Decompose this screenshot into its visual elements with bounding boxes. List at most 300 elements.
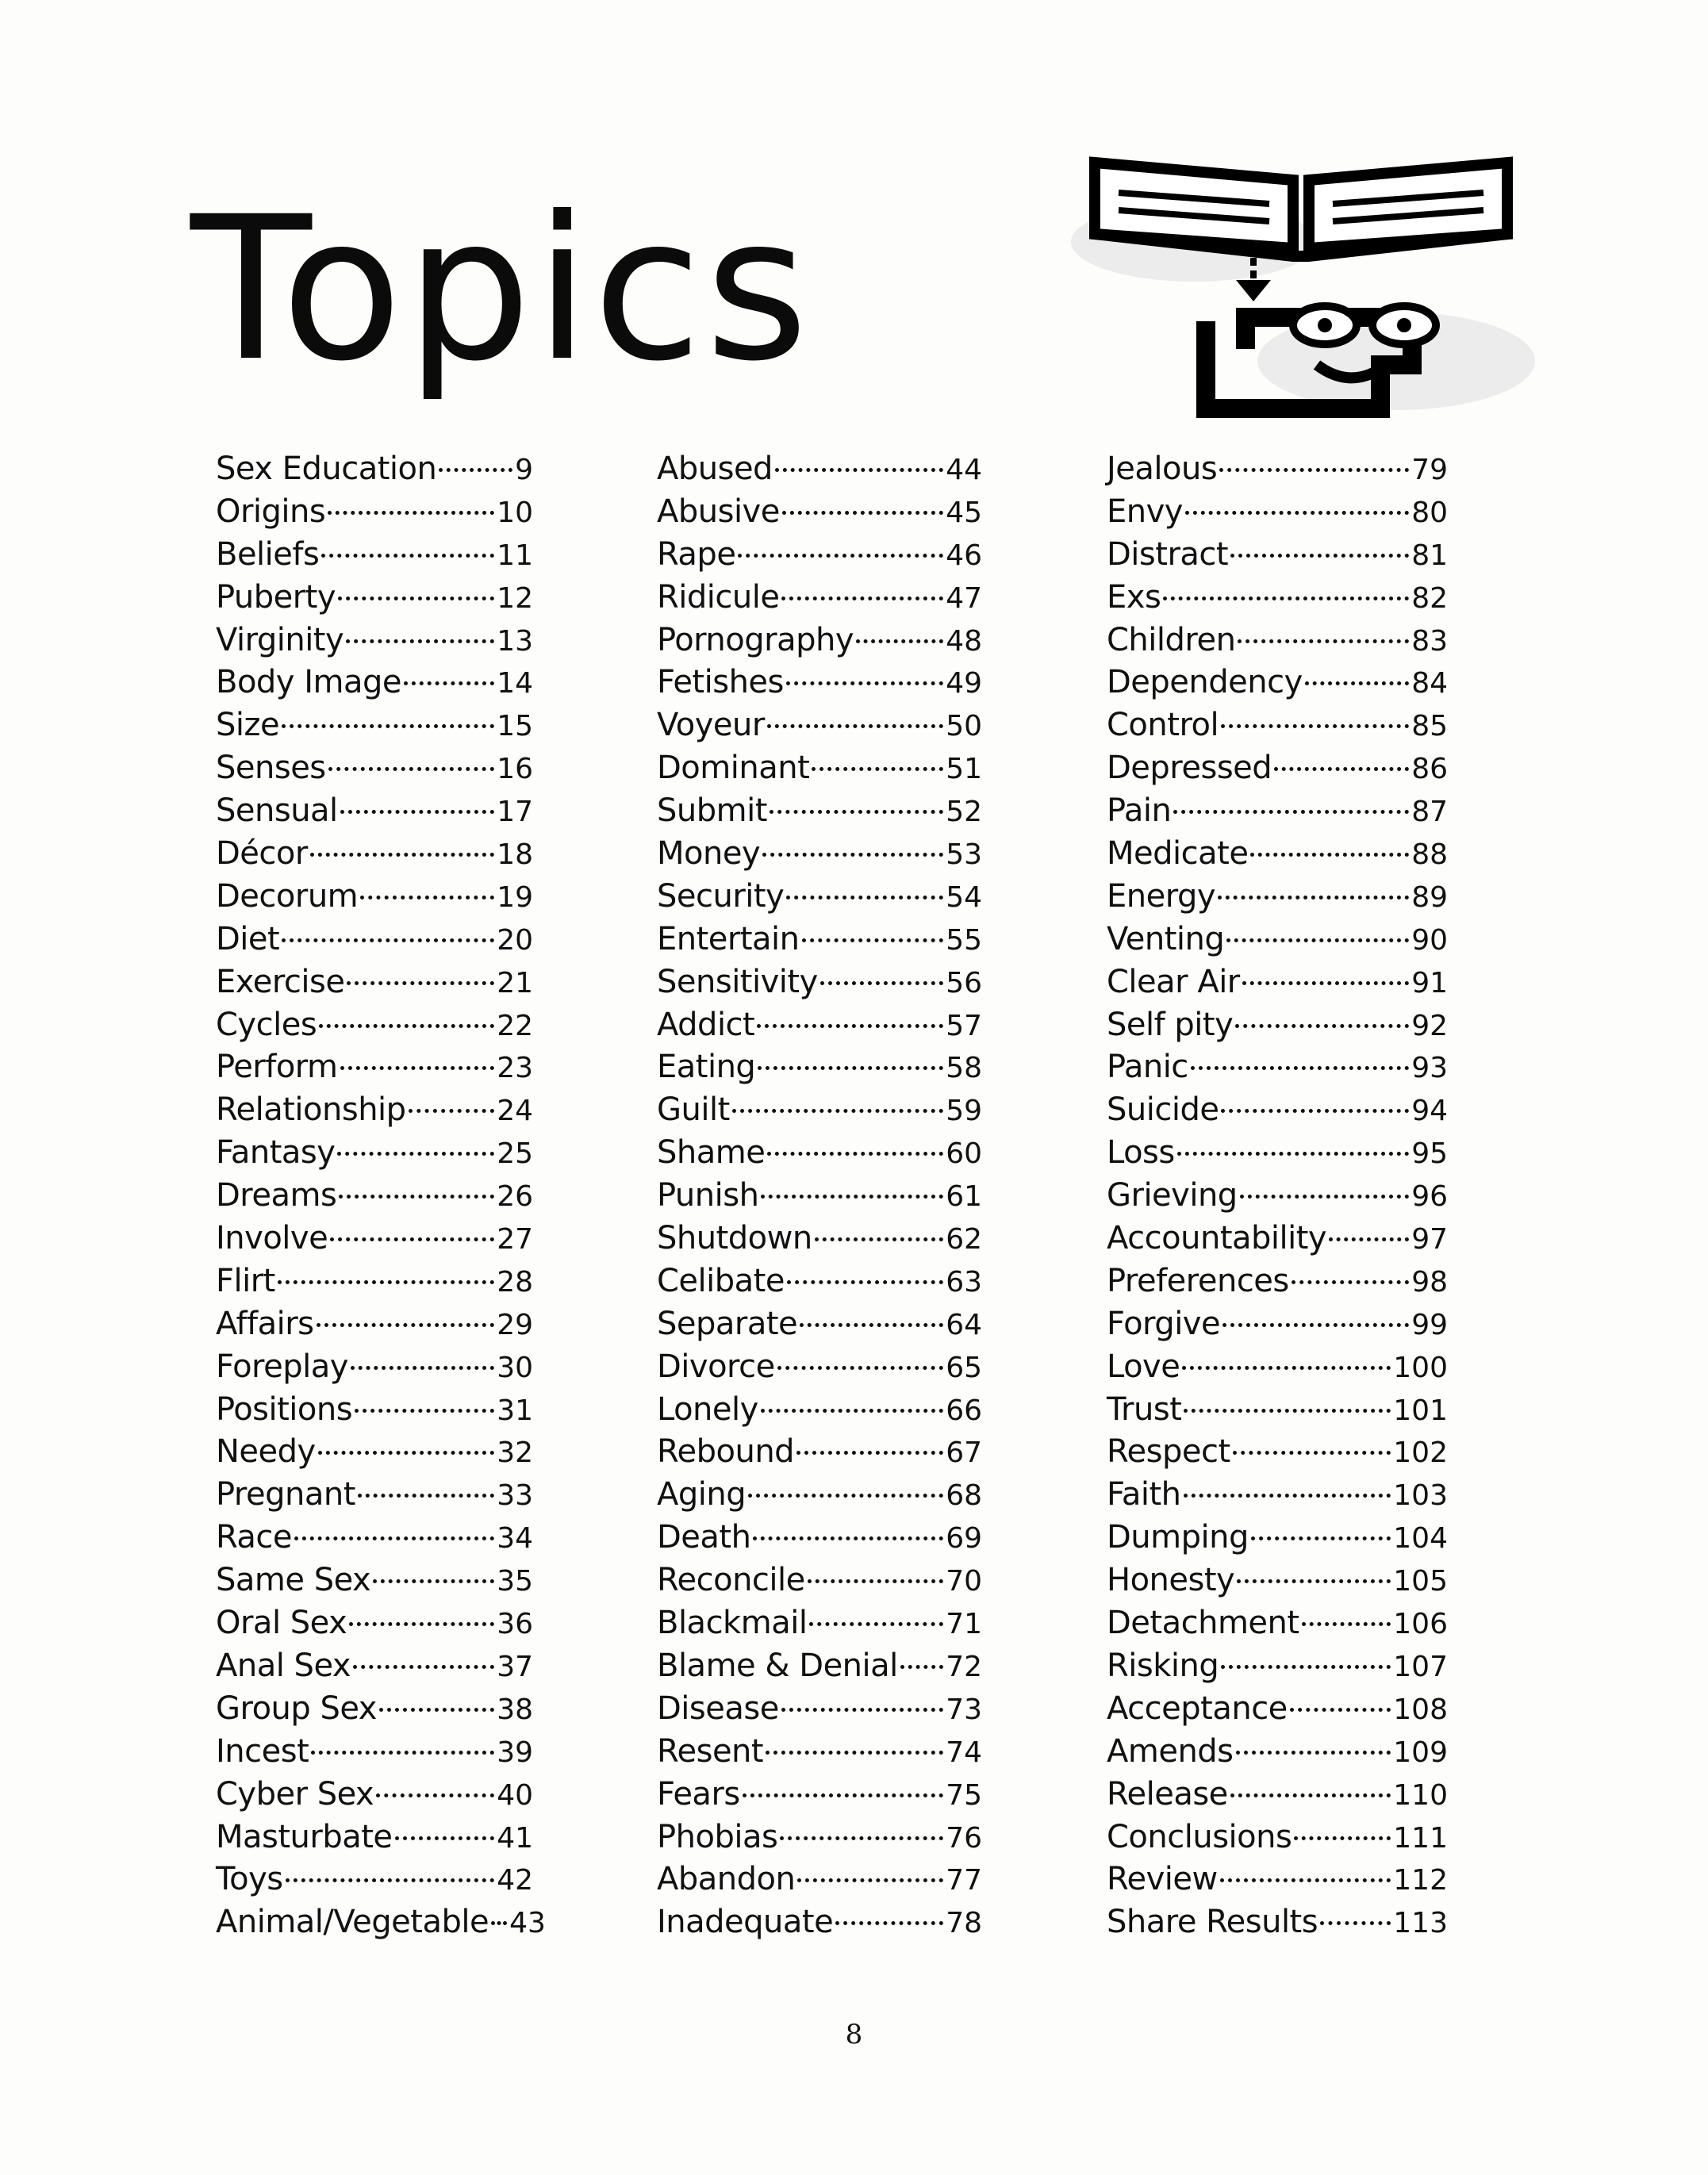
topic-label: Amends: [1107, 1732, 1234, 1770]
topic-label: Money: [657, 835, 761, 873]
dot-leader: [796, 1451, 943, 1455]
topic-entry: [1107, 1904, 1448, 1947]
dot-leader: [395, 1836, 495, 1840]
topic-entry: [657, 1733, 982, 1776]
topic-page-number: 66: [946, 1394, 982, 1427]
dot-leader: [1226, 938, 1409, 942]
topic-page-number: 23: [497, 1052, 533, 1085]
topic-page-number: 54: [946, 880, 982, 914]
topic-entry: [216, 493, 533, 536]
topic-page-number: 83: [1411, 624, 1448, 658]
topic-label: Detachment: [1107, 1605, 1299, 1642]
topic-label: Dreams: [216, 1177, 337, 1214]
topic-label: Resent: [657, 1732, 764, 1770]
dot-leader: [1290, 1708, 1391, 1712]
topic-label: Entertain: [657, 920, 800, 957]
topic-entry: [1107, 1049, 1448, 1091]
topic-page-number: 35: [497, 1565, 533, 1598]
dot-leader: [820, 981, 943, 985]
topic-label: Release: [1107, 1775, 1228, 1812]
topic-page-number: 85: [1411, 710, 1448, 743]
topic-page-number: 59: [946, 1095, 982, 1128]
topic-page-number: 110: [1393, 1778, 1448, 1812]
topic-entry: [657, 1220, 982, 1263]
topic-entry: [657, 579, 982, 622]
topic-label: Envy: [1107, 493, 1183, 530]
dot-leader: [812, 767, 943, 771]
topic-label: Risking: [1107, 1647, 1219, 1684]
topic-entry: [1107, 1690, 1448, 1733]
topic-entry: [1107, 1861, 1448, 1904]
topic-page-number: 69: [946, 1522, 982, 1555]
topic-page-number: 40: [497, 1778, 533, 1812]
topic-entry: [1107, 1519, 1448, 1562]
topic-page-number: 82: [1411, 581, 1448, 615]
dot-leader: [1237, 1579, 1391, 1583]
topic-page-number: 67: [946, 1437, 982, 1470]
topic-label: Rape: [657, 535, 736, 573]
topic-entry: [1107, 1134, 1448, 1177]
topic-page-number: 19: [497, 880, 533, 914]
dot-leader: [294, 1536, 494, 1540]
dot-leader: [360, 896, 494, 900]
dot-leader: [404, 681, 494, 685]
topic-entry: [216, 1134, 533, 1177]
topic-entry: [216, 1091, 533, 1134]
topic-entry: [1107, 835, 1448, 878]
topic-entry: [1107, 493, 1448, 536]
topic-entry: [1107, 750, 1448, 792]
dot-leader: [835, 1921, 943, 1925]
topic-page-number: 24: [497, 1095, 533, 1128]
topic-entry: [216, 1049, 533, 1091]
dot-leader: [1250, 853, 1409, 857]
dot-leader: [797, 1878, 943, 1882]
topic-entry: [216, 1733, 533, 1776]
dot-leader: [1230, 1793, 1391, 1797]
topic-page-number: 27: [497, 1223, 533, 1256]
dot-leader: [355, 1409, 494, 1413]
topic-page-number: 111: [1393, 1821, 1448, 1855]
dot-leader: [1329, 1237, 1409, 1241]
topic-entry: [1107, 1263, 1448, 1306]
dot-leader: [809, 1622, 943, 1626]
dot-leader: [781, 1708, 943, 1712]
topic-label: Review: [1107, 1861, 1218, 1898]
dot-leader: [328, 767, 495, 771]
topic-page-number: 96: [1411, 1180, 1448, 1214]
dot-leader: [1218, 896, 1409, 900]
dot-leader: [1292, 1280, 1409, 1284]
topic-page-number: 58: [946, 1052, 982, 1085]
dot-leader: [338, 596, 494, 600]
topic-label: Décor: [216, 835, 308, 873]
topic-label: Virginity: [216, 621, 344, 658]
topic-page-number: 11: [497, 539, 533, 572]
topics-column-2: [657, 451, 982, 1947]
topic-entry: [216, 1861, 533, 1904]
topic-entry: [1107, 792, 1448, 835]
topic-page-number: 71: [946, 1608, 982, 1641]
topic-entry: [216, 579, 533, 622]
dot-leader: [317, 1323, 495, 1327]
topic-label: Trust: [1107, 1391, 1182, 1428]
topic-page-number: 15: [497, 710, 533, 743]
topic-label: Senses: [216, 750, 326, 787]
topic-page-number: 63: [946, 1265, 982, 1298]
dot-leader: [439, 468, 512, 472]
topic-entry: [1107, 964, 1448, 1007]
dot-leader: [780, 1836, 943, 1840]
topic-label: Size: [216, 707, 280, 744]
dot-leader: [282, 938, 494, 942]
topic-entry: [657, 1648, 982, 1690]
topic-page-number: 100: [1393, 1351, 1448, 1384]
page-number: 8: [845, 2019, 863, 2050]
topic-label: Toys: [216, 1861, 283, 1898]
topic-page-number: 70: [946, 1565, 982, 1598]
dot-leader: [311, 1751, 494, 1755]
topic-entry: [216, 622, 533, 665]
topic-entry: [657, 493, 982, 536]
topic-page-number: 50: [946, 710, 982, 743]
topic-entry: [216, 1562, 533, 1605]
topic-label: Dumping: [1107, 1519, 1249, 1556]
topics-column-1: [216, 451, 546, 1947]
topic-entry: [1107, 622, 1448, 665]
topic-entry: [1107, 1733, 1448, 1776]
topic-label: Security: [657, 877, 785, 915]
topic-entry: [216, 1007, 533, 1049]
topic-page-number: 16: [497, 753, 533, 786]
dot-leader: [321, 554, 494, 558]
dot-leader: [1230, 554, 1409, 558]
topic-page-number: 78: [946, 1907, 982, 1940]
dot-leader: [1221, 724, 1409, 728]
topic-entry: [657, 1134, 982, 1177]
topic-label: Sex Education: [216, 451, 437, 487]
dot-leader: [732, 1109, 943, 1113]
topic-entry: [216, 1263, 533, 1306]
topic-page-number: 105: [1393, 1565, 1448, 1598]
topic-entry: [657, 1776, 982, 1819]
topic-label: Dominant: [657, 750, 810, 787]
topic-label: Fantasy: [216, 1134, 336, 1172]
topic-label: Jealous: [1107, 451, 1218, 487]
topic-label: Control: [1107, 707, 1219, 744]
dot-leader: [340, 1066, 495, 1070]
topic-label: Exercise: [216, 963, 345, 1000]
dot-leader: [1221, 1665, 1391, 1669]
dot-leader: [1294, 1836, 1391, 1840]
topic-label: Celibate: [657, 1262, 785, 1299]
topic-entry: [657, 1819, 982, 1862]
topic-label: Group Sex: [216, 1690, 377, 1727]
topic-entry: [216, 707, 533, 750]
topic-label: Puberty: [216, 578, 336, 616]
topic-entry: [216, 1519, 533, 1562]
topic-label: Body Image: [216, 664, 401, 701]
topic-page-number: 39: [497, 1736, 533, 1769]
topic-page-number: 73: [946, 1693, 982, 1726]
topic-entry: [216, 1220, 533, 1263]
dot-leader: [787, 1280, 943, 1284]
topic-page-number: 77: [946, 1864, 982, 1897]
topic-label: Positions: [216, 1391, 353, 1428]
topic-page-number: 107: [1393, 1650, 1448, 1683]
topic-entry: [216, 1776, 533, 1819]
topic-entry: [657, 1263, 982, 1306]
topic-page-number: 22: [497, 1009, 533, 1042]
topic-page-number: 89: [1411, 880, 1448, 914]
topic-label: Forgive: [1107, 1305, 1221, 1342]
topic-page-number: 102: [1393, 1437, 1448, 1470]
dot-leader: [800, 1323, 943, 1327]
topic-entry: [657, 750, 982, 792]
topic-entry: [216, 1819, 533, 1862]
dot-leader: [339, 1195, 494, 1199]
dot-leader: [1220, 1878, 1391, 1882]
topic-page-number: 81: [1411, 539, 1448, 572]
topic-page-number: 80: [1411, 496, 1448, 529]
topic-page-number: 65: [946, 1351, 982, 1384]
dot-leader: [808, 1579, 943, 1583]
topic-label: Affairs: [216, 1305, 314, 1342]
topic-page-number: 43: [509, 1907, 546, 1940]
topic-entry: [216, 664, 533, 707]
topic-page-number: 51: [946, 753, 982, 786]
topic-entry: [1107, 1091, 1448, 1134]
topic-page-number: 52: [946, 796, 982, 829]
topic-label: Same Sex: [216, 1562, 371, 1599]
topic-entry: [657, 1306, 982, 1348]
dot-leader: [1238, 639, 1409, 643]
dot-leader: [775, 468, 943, 472]
topic-page-number: 90: [1411, 923, 1448, 957]
topic-page-number: 93: [1411, 1052, 1448, 1085]
dot-leader: [1184, 1409, 1391, 1413]
topic-page-number: 103: [1393, 1479, 1448, 1513]
topic-page-number: 32: [497, 1437, 533, 1470]
topic-entry: [1107, 664, 1448, 707]
topic-label: Pornography: [657, 621, 854, 658]
topic-entry: [1107, 1776, 1448, 1819]
topic-page-number: 104: [1393, 1522, 1448, 1555]
topic-label: Masturbate: [216, 1818, 393, 1855]
topic-page-number: 91: [1411, 966, 1448, 999]
topic-page-number: 75: [946, 1778, 982, 1812]
topic-page-number: 13: [497, 624, 533, 658]
topic-label: Faith: [1107, 1476, 1181, 1513]
topic-label: Shutdown: [657, 1220, 812, 1257]
dot-leader: [318, 1451, 494, 1455]
topic-label: Reconcile: [657, 1562, 805, 1599]
dot-leader: [330, 1237, 494, 1241]
topics-column-3: [1107, 451, 1448, 1947]
dot-leader: [1163, 596, 1409, 600]
dot-leader: [319, 1024, 494, 1028]
topic-entry: [216, 750, 533, 792]
topic-page-number: 37: [497, 1650, 533, 1683]
topic-entry: [657, 536, 982, 579]
topic-page-number: 42: [497, 1864, 533, 1897]
dot-leader: [1236, 1751, 1391, 1755]
dot-leader: [738, 554, 943, 558]
dot-leader: [757, 1024, 943, 1028]
topic-label: Diet: [216, 920, 280, 957]
dot-leader: [310, 853, 494, 857]
topic-label: Cyber Sex: [216, 1775, 374, 1812]
topic-page-number: 9: [515, 454, 533, 486]
topic-entry: [657, 451, 982, 493]
topic-label: Clear Air: [1107, 963, 1240, 1000]
topic-label: Separate: [657, 1305, 798, 1342]
topic-label: Blame & Denial: [657, 1647, 898, 1684]
dot-leader: [762, 853, 943, 857]
topic-label: Depressed: [1107, 750, 1272, 787]
topic-label: Share Results: [1107, 1904, 1318, 1941]
topic-label: Self pity: [1107, 1006, 1234, 1043]
topic-entry: [216, 451, 533, 493]
dot-leader: [1185, 511, 1409, 515]
topic-entry: [657, 792, 982, 835]
topic-page-number: 53: [946, 838, 982, 872]
dot-leader: [743, 1793, 943, 1797]
topic-entry: [657, 1391, 982, 1434]
topic-page-number: 98: [1411, 1265, 1448, 1298]
dot-leader: [491, 1921, 507, 1925]
topic-label: Medicate: [1107, 835, 1249, 873]
topic-page-number: 62: [946, 1223, 982, 1256]
topic-page-number: 26: [497, 1180, 533, 1214]
topic-label: Eating: [657, 1049, 756, 1086]
dot-leader: [1222, 1323, 1409, 1327]
topic-page-number: 68: [946, 1479, 982, 1513]
topic-label: Anal Sex: [216, 1647, 351, 1684]
topic-page-number: 44: [946, 454, 982, 486]
topic-label: Suicide: [1107, 1091, 1219, 1129]
topic-label: Distract: [1107, 535, 1229, 573]
topic-page-number: 41: [497, 1821, 533, 1855]
topic-entry: [216, 1391, 533, 1434]
dot-leader: [802, 938, 944, 942]
topic-entry: [216, 1306, 533, 1348]
topic-page-number: 112: [1393, 1864, 1448, 1897]
topic-entry: [216, 792, 533, 835]
topic-entry: [1107, 1348, 1448, 1391]
topic-label: Disease: [657, 1690, 779, 1727]
dot-leader: [761, 1195, 943, 1199]
dot-leader: [358, 1494, 494, 1498]
topic-page-number: 60: [946, 1137, 982, 1171]
topic-entry: [1107, 1476, 1448, 1519]
dot-leader: [1320, 1921, 1391, 1925]
topic-label: Foreplay: [216, 1348, 348, 1385]
topic-entry: [657, 1177, 982, 1220]
topic-page-number: 109: [1393, 1736, 1448, 1769]
topic-page-number: 18: [497, 838, 533, 872]
topic-entry: [1107, 1220, 1448, 1263]
topic-entry: [216, 878, 533, 921]
topic-label: Love: [1107, 1348, 1180, 1385]
topic-label: Death: [657, 1519, 751, 1556]
topic-entry: [1107, 1648, 1448, 1690]
topic-entry: [657, 1007, 982, 1049]
topic-page-number: 95: [1411, 1137, 1448, 1171]
topic-label: Needy: [216, 1433, 316, 1471]
topic-page-number: 46: [946, 539, 982, 572]
topic-page-number: 56: [946, 966, 982, 999]
topic-entry: [1107, 1562, 1448, 1605]
topic-label: Fetishes: [657, 664, 784, 701]
dot-leader: [1173, 810, 1409, 814]
topic-page-number: 101: [1393, 1394, 1448, 1427]
topic-label: Conclusions: [1107, 1818, 1292, 1855]
topic-entry: [657, 835, 982, 878]
topic-label: Venting: [1107, 920, 1225, 957]
topic-page-number: 88: [1411, 838, 1448, 872]
dot-leader: [761, 1409, 943, 1413]
page-title: Topics: [190, 174, 812, 405]
topic-label: Abusive: [657, 493, 780, 530]
topic-label: Accountability: [1107, 1220, 1327, 1257]
topic-entry: [1107, 1433, 1448, 1476]
topic-entry: [1107, 536, 1448, 579]
topic-label: Honesty: [1107, 1562, 1235, 1599]
topic-entry: [657, 1476, 982, 1519]
topic-label: Incest: [216, 1732, 309, 1770]
topic-entry: [216, 921, 533, 964]
topic-page-number: 84: [1411, 667, 1448, 700]
topic-entry: [216, 964, 533, 1007]
topic-label: Race: [216, 1519, 293, 1556]
topic-label: Dependency: [1107, 664, 1303, 701]
topic-label: Preferences: [1107, 1262, 1289, 1299]
topic-page-number: 33: [497, 1479, 533, 1513]
topic-label: Sensitivity: [657, 963, 818, 1000]
topic-page-number: 72: [946, 1650, 982, 1683]
topic-label: Guilt: [657, 1091, 730, 1129]
topic-label: Sensual: [216, 792, 338, 830]
topic-label: Loss: [1107, 1134, 1175, 1172]
dot-leader: [1233, 1451, 1391, 1455]
dot-leader: [786, 896, 943, 900]
topic-entry: [216, 1177, 533, 1220]
topic-entry: [216, 536, 533, 579]
topic-page-number: 38: [497, 1693, 533, 1726]
topic-entry: [657, 1605, 982, 1648]
dot-leader: [353, 1665, 494, 1669]
dot-leader: [781, 596, 943, 600]
dot-leader: [1274, 767, 1409, 771]
topic-page-number: 31: [497, 1394, 533, 1427]
topic-page-number: 14: [497, 667, 533, 700]
dot-leader: [1191, 1066, 1409, 1070]
topic-entry: [657, 964, 982, 1007]
dot-leader: [351, 1366, 494, 1370]
topic-label: Voyeur: [657, 707, 765, 744]
topic-label: Blackmail: [657, 1605, 808, 1642]
topic-page-number: 25: [497, 1137, 533, 1171]
topic-page-number: 17: [497, 796, 533, 829]
topic-entry: [657, 664, 982, 707]
dot-leader: [1242, 981, 1409, 985]
dot-leader: [347, 981, 494, 985]
topic-label: Rebound: [657, 1433, 795, 1471]
topic-label: Divorce: [657, 1348, 775, 1385]
topic-entry: [657, 707, 982, 750]
dot-leader: [900, 1665, 943, 1669]
